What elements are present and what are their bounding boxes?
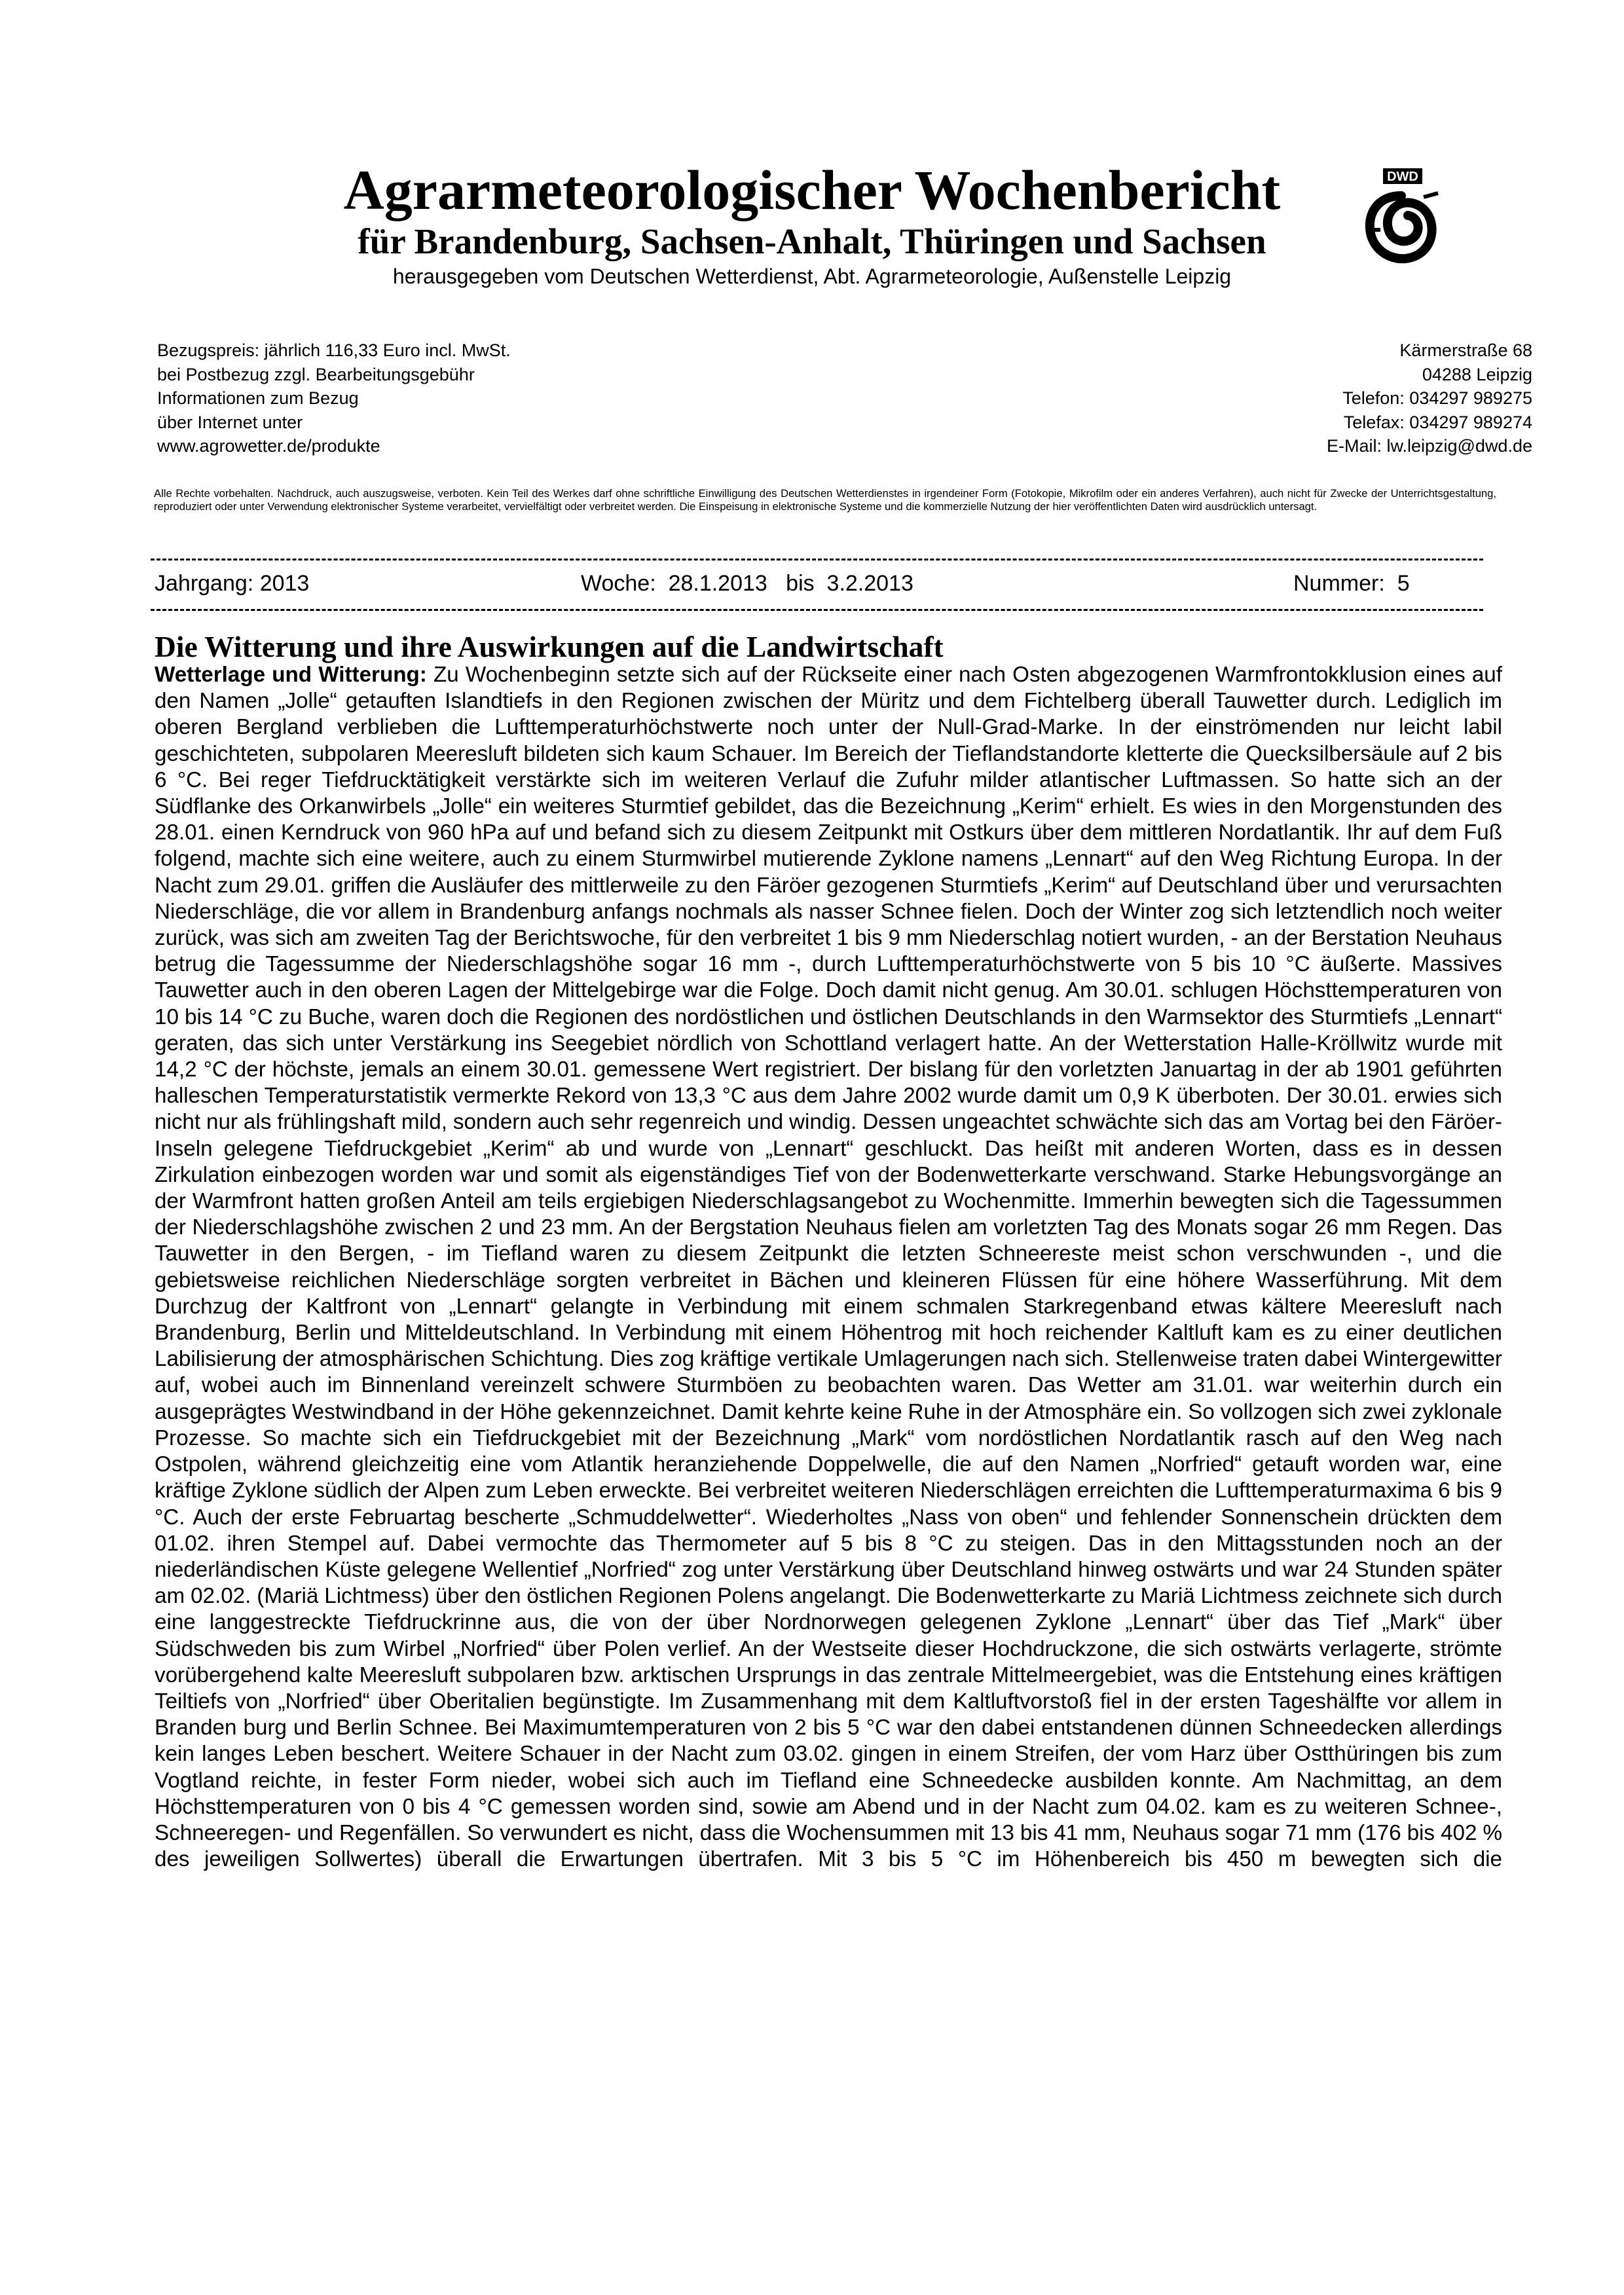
dwd-logo (1361, 167, 1443, 265)
subscription-line: Bezugspreis: jährlich 116,33 Euro incl. MwSt. (157, 340, 511, 360)
subscription-line: Informationen zum Bezug (157, 388, 359, 408)
weather-report-text (155, 662, 1502, 1873)
report-title: Agrarmeteorologischer Wochenbericht (343, 158, 1281, 221)
issue-woche (581, 570, 913, 597)
divider-bottom (151, 609, 1483, 611)
nummer-value: 5 (1397, 571, 1410, 596)
subscription-info (157, 339, 747, 458)
subscription-link[interactable]: www.agrowetter.de/produkte (157, 436, 380, 456)
dwd-spiral-icon (1370, 196, 1432, 259)
contact-street: Kärmerstraße 68 (1399, 340, 1532, 360)
section-heading: Die Witterung und ihre Auswirkungen auf die Landwirtschaft (155, 630, 944, 663)
report-subtitle: für Brandenburg, Sachsen-Anhalt, Thüringen und Sachsen (358, 221, 1266, 261)
contact-info (982, 339, 1532, 458)
jahrgang-label: Jahrgang: (155, 571, 254, 596)
contact-fax: Telefax: 034297 989274 (1343, 412, 1532, 432)
lead-label: Wetterlage und Witterung: (155, 663, 427, 687)
publisher-line: herausgegeben vom Deutschen Wetterdienst, Abt. Agrarmeteorologie, Außenstelle Leipzig (392, 265, 1232, 288)
subscription-line: über Internet unter (157, 412, 303, 432)
report-body: Zu Wochenbeginn setzte sich auf der Rückseite einer nach Osten abgezogenen Warmfrontokklusion eines auf den Namen „Jolle“ getauften Islandtiefs in den Regionen zwischen der Müritz und dem Fichtelberg überall Tauwetter durch. Lediglich im oberen Bergland verblieben die Lufttemperaturhöchstwerte noch unter der Null-Grad-Marke. In der einströmenden nur leicht labil geschichteten, subpolaren Meeresluft bildeten sich kaum Schauer. Im Bereich der Tieflandstandorte kletterte die Quecksilbersäule auf 2 bis 6 °C. Bei reger Tiefdrucktätigkeit verstärkte sich im weiteren Verlauf die Zufuhr milder atlantischer Luftmassen. So hatte sich an der Südflanke des Orkanwirbels „Jolle“ ein weiteres Sturmtief gebildet, das die Bezeichnung „Kerim“ erhielt. Es wies in den Morgenstunden des 28.01. einen Kerndruck von 960 hPa auf und befand sich zu diesem Zeitpunkt mit Ostkurs über dem mittleren Nordatlantik. Ihr auf dem Fuß folgend, machte sich eine weitere, auch zu einem Sturmwirbel mutierende Zyklone namens „Lennart“ auf den Weg Richtung Europa. In der Nacht zum 29.01. griffen die Ausläufer des mittlerweile zu den Färöer gezogenen Sturmtiefs „Kerim“ auf Deutschland über und verursachten Niederschläge, die vor allem in Brandenburg anfangs nochmals als nasser Schnee fielen. Doch der Winter zog sich letztendlich noch weiter zurück, was sich am zweiten Tag der Berichtswoche, für den verbreitet 1 bis 9 mm Niederschlag notiert wurden, - an der Berstation Neuhaus betrug die Tagessumme der Niederschlagshöhe sogar 16 mm -, durch Lufttemperaturhöchstwerte von 5 bis 10 °C äußerte. Massives Tauwetter auch in den oberen Lagen der Mittelgebirge war die Folge. Doch damit nicht genug. Am 30.01. schlugen Höchsttemperaturen von 10 bis 14 °C zu Buche, waren doch die Regionen des nordöstlichen und östlichen Deutschlands in den Warmsektor des Sturmtiefs „Lennart“ geraten, das sich unter Verstärkung ins Seegebiet nördlich von Schottland verlagert hatte. An der Wetterstation Halle-Kröllwitz wurde mit 14,2 °C der höchste, jemals an einem 30.01. gemessene Wert registriert. Der bislang für den vorletzten Januartag in der ab 1901 geführten halleschen Temperaturstatistik vermerkte Rekord von 13,3 °C aus dem Jahre 2002 wurde damit um 0,9 K überboten. Der 30.01. erwies sich nicht nur als frühlingshaft mild, sondern auch sehr regenreich und windig. Dessen ungeachtet schwächte sich das am Vortag bei den Färöer-Inseln gelegene Tiefdruckgebiet „Kerim“ ab und wurde von „Lennart“ geschluckt. Das heißt mit anderen Worten, dass es in dessen Zirkulation einbezogen worden war und somit als eigenständiges Tief von der Bodenwetterkarte verschwand. Starke Hebungsvorgänge an der Warmfront hatten großen Anteil am teils ergiebigen Niederschlagsangebot zu Wochenmitte. Immerhin bewegten sich die Tagessummen der Niederschlagshöhe zwischen 2 und 23 mm. An der Bergstation Neuhaus fielen am vorletzten Tag des Monats sogar 26 mm Regen. Das Tauwetter in den Bergen, - im Tiefland waren zu diesem Zeitpunkt die letzten Schneereste meist schon verschwunden -, und die gebietsweise reichlichen Niederschläge sorgten verbreitet in Bächen und kleineren Flüssen für eine höhere Wasserführung. Mit dem Durchzug der Kaltfront von „Lennart“ gelangte in Verbindung mit einem schmalen Starkregenband etwas kältere Meeresluft nach Brandenburg, Berlin und Mitteldeutschland. In Verbindung mit einem Höhentrog mit hoch reichender Kaltluft kam es zu einer deutlichen Labilisierung der atmosphärischen Schichtung. Dies zog kräftige vertikale Umlagerungen nach sich. Stellenweise traten dabei Wintergewitter auf, wobei auch im Binnenland vereinzelt schwere Sturmböen zu beobachten waren. Das Wetter am 31.01. war weiterhin durch ein ausgeprägtes Westwindband in der Höhe gekennzeichnet. Damit kehrte keine Ruhe in der Atmosphäre ein. So vollzogen sich zwei zyklonale Prozesse. So machte sich ein Tiefdruckgebiet mit der Bezeichnung „Mark“ vom nordöstlichen Nordatlantik rasch auf den Weg nach Ostpolen, während gleichzeitig eine vom Atlantik heranziehende Doppelwelle, die auf den Namen „Norfried“ getauft worden war, eine kräftige Zyklone südlich der Alpen zum Leben erweckte. Bei verbreitet weiteren Niederschlägen erreichten die Lufttemperaturmaxima 6 bis 9 °C. Auch der erste Februartag bescherte „Schmuddelwetter“. Wiederholtes „Nass von oben“ und fehlender Sonnenschein drückten dem 01.02. ihren Stempel auf. Dabei vermochte das Thermometer auf 5 bis 8 °C zu steigen. Das in den Mittagsstunden noch an der niederländischen Küste gelegene Wellentief „Norfried“ zog unter Verstärkung über Deutschland hinweg ostwärts und war 24 Stunden später am 02.02. (Mariä Lichtmess) über den östlichen Regionen Polens angelangt. Die Bodenwetterkarte zu Mariä Lichtmess zeichnete sich durch eine langgestreckte Tiefdruckrinne aus, die von der über Nordnorwegen gelegenen Zyklone „Lennart“ über das Tief „Mark“ über Südschweden bis zum Wirbel „Norfried“ über Polen verlief. An der Westseite dieser Hochdruckzone, die sich ostwärts verlagerte, strömte vorübergehend kalte Meeresluft subpolaren bzw. arktischen Ursprungs in das zentrale Mittelmeergebiet, was die Entstehung eines kräftigen Teiltiefs von „Norfried“ über Oberitalien begünstigte. Im Zusammenhang mit dem Kaltluftvorstoß fiel in der ersten Tageshälfte vor allem in Branden burg und Berlin Schnee. Bei Maximumtemperaturen von 2 bis 5 °C war den dabei entstandenen dünnen Schneedecken allerdings kein langes Leben beschert. Weitere Schauer in der Nacht zum 03.02. gingen in einem Streifen, der vom Harz über Ostthüringen bis zum Vogtland reichte, in fester Form nieder, wobei sich auch im Tiefland eine Schneedecke ausbilden konnte. Am Nachmittag, an dem Höchsttemperaturen von 0 bis 4 °C gemessen worden sind, sowie am Abend und in der Nacht zum 04.02. kam es zu weiteren Schnee-, Schneeregen- und Regenfällen. So verwundert es nicht, dass die Wochensummen mit 13 bis 41 mm, Neuhaus sogar 71 mm (176 bis 402 % des jeweiligen Sollwertes) überall die Erwartungen übertrafen. Mit 3 bis 5 °C im Höhenbereich bis 450 m bewegten sich die (155, 663, 1502, 1872)
woche-label: Woche: (581, 571, 656, 596)
issue-jahrgang (155, 570, 309, 597)
woche-separator: bis (786, 571, 815, 596)
rights-notice: Alle Rechte vorbehalten. Nachdruck, auch auszugsweise, verboten. Kein Teil des Werkes darf ohne schriftliche Einwilligung des Deutschen Wetterdienstes in irgendeiner Form (Fotokopie, Mikrofilm oder ein anderes Verfahren), auch nicht für Zwecke der Unterrichtsgestaltung, reproduziert oder unter Verwendung elektronischer Systeme verarbeitet, vervielfältigt oder verbreitet werden. Die Einspeisung in elektronische Systeme und die kommerzielle Nutzung der hier veröffentlichten Daten wird ausdrücklich untersagt. (154, 487, 1496, 513)
dwd-logo-text: DWD (1387, 170, 1418, 184)
contact-phone: Telefon: 034297 989275 (1342, 388, 1532, 408)
contact-city: 04288 Leipzig (1422, 364, 1532, 384)
contact-email[interactable]: E-Mail: lw.leipzig@dwd.de (1326, 436, 1532, 456)
divider-top (151, 559, 1483, 560)
jahrgang-value: 2013 (259, 571, 310, 596)
subscription-line: bei Postbezug zzgl. Bearbeitungsgebühr (157, 364, 475, 384)
issue-nummer (1293, 570, 1410, 597)
nummer-label: Nummer: (1293, 571, 1385, 596)
woche-from: 28.1.2013 (668, 571, 767, 596)
woche-to: 3.2.2013 (826, 571, 913, 596)
